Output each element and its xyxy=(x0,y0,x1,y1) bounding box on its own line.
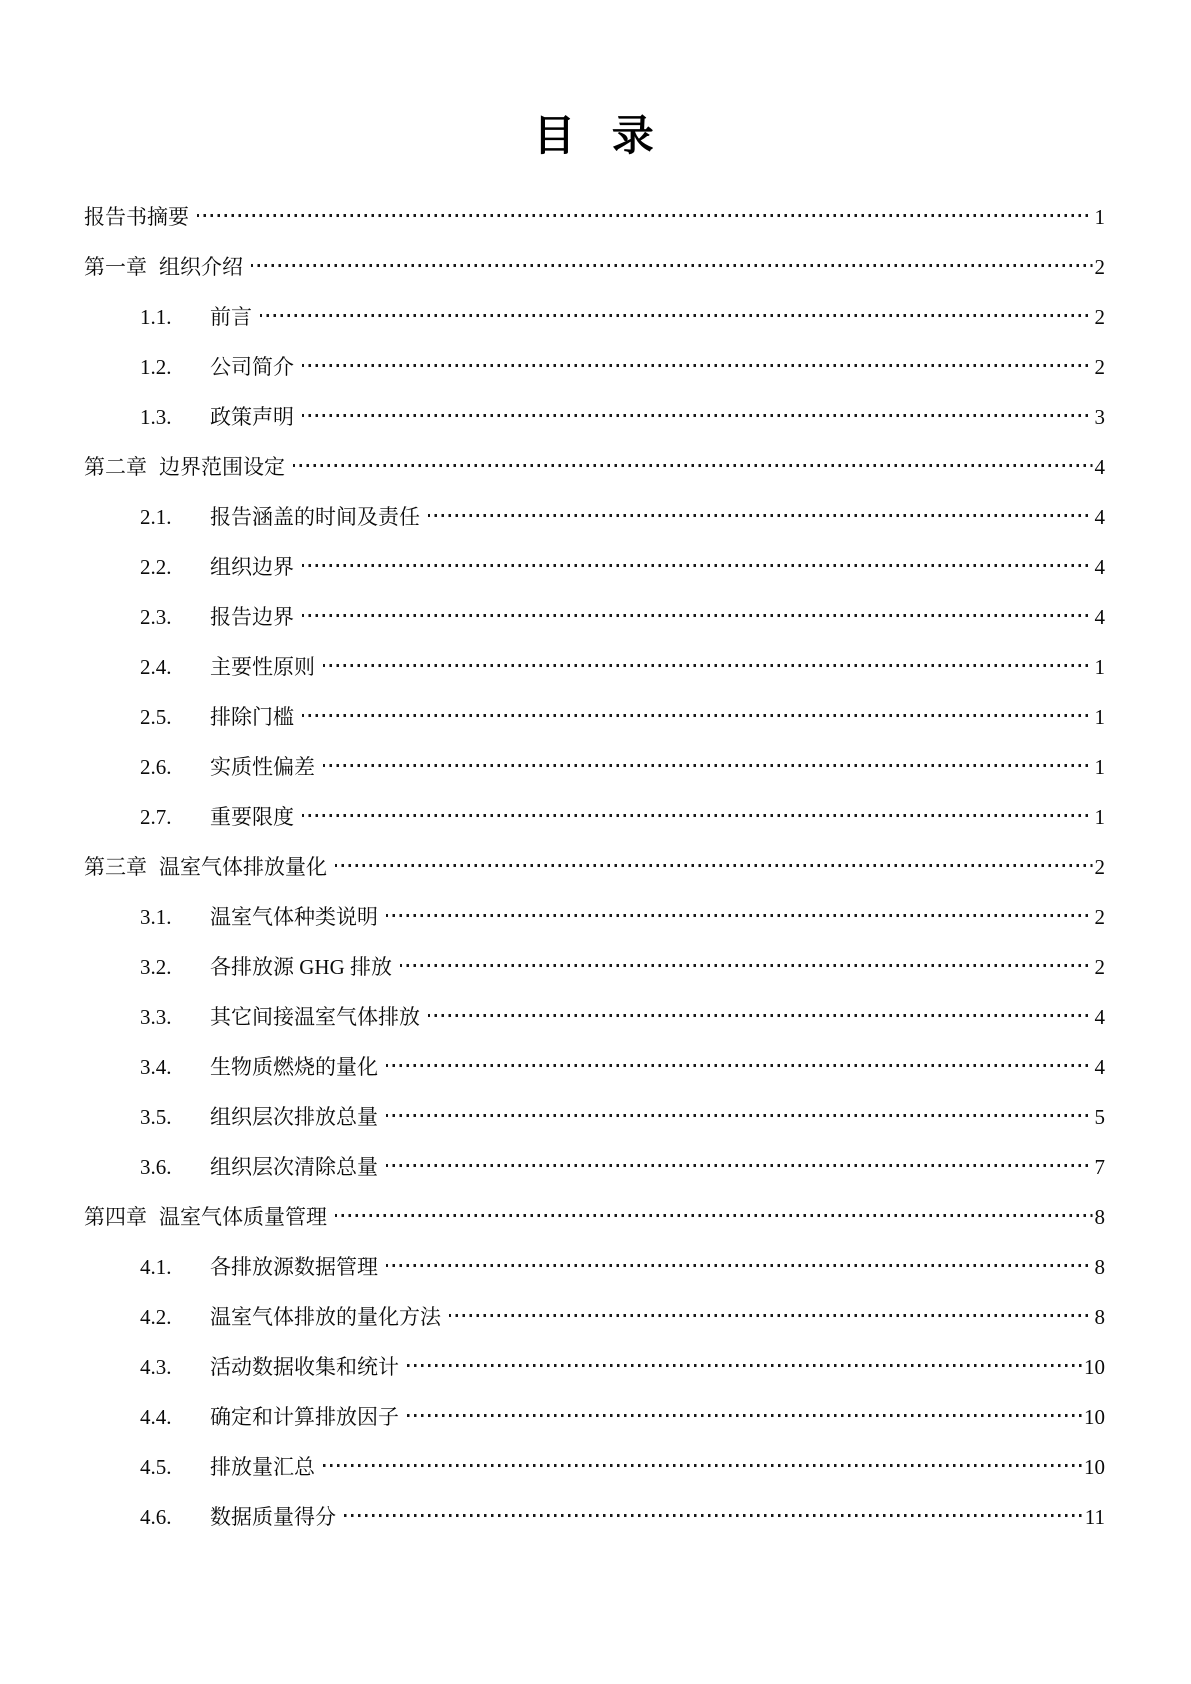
toc-entry-number: 4.1. xyxy=(140,1255,172,1279)
toc-entry-page: 4 xyxy=(1094,605,1105,629)
dot-leader xyxy=(197,214,1093,217)
toc-entry-label: 生物质燃烧的量化 xyxy=(210,1055,378,1079)
toc-entry-number: 第二章 xyxy=(84,455,147,479)
toc-entry-number: 2.1. xyxy=(140,505,172,529)
toc-entry[interactable] xyxy=(84,1038,1105,1088)
toc-entry-page: 2 xyxy=(1094,955,1105,979)
toc-entry[interactable] xyxy=(84,538,1105,588)
dot-leader xyxy=(323,764,1093,767)
toc-entry[interactable] xyxy=(84,738,1105,788)
toc-entry[interactable] xyxy=(84,1388,1105,1438)
dot-leader xyxy=(386,914,1093,917)
toc-entry-label: 温室气体质量管理 xyxy=(159,1205,327,1229)
toc-entry-label: 政策声明 xyxy=(210,405,294,429)
toc-entry-page: 4 xyxy=(1094,455,1105,479)
toc-entry[interactable] xyxy=(84,338,1105,388)
dot-leader xyxy=(260,314,1093,317)
toc-entry[interactable] xyxy=(84,988,1105,1038)
toc-entry[interactable] xyxy=(84,438,1105,488)
toc-entry-number: 3.2. xyxy=(140,955,172,979)
dot-leader xyxy=(428,1014,1093,1017)
toc-entry-page: 2 xyxy=(1094,855,1105,879)
toc-entry-page: 10 xyxy=(1084,1405,1105,1429)
dot-leader xyxy=(302,614,1093,617)
toc-entry-number: 2.5. xyxy=(140,705,172,729)
toc-entry-number: 4.4. xyxy=(140,1405,172,1429)
toc-entry-page: 2 xyxy=(1094,305,1105,329)
toc-entry[interactable] xyxy=(84,638,1105,688)
dot-leader xyxy=(302,564,1093,567)
dot-leader xyxy=(302,364,1093,367)
toc-entry-label: 各排放源 GHG 排放 xyxy=(210,955,392,979)
toc-entry-label: 边界范围设定 xyxy=(159,455,285,479)
toc-entry-page: 10 xyxy=(1084,1455,1105,1479)
toc-entry-label: 报告涵盖的时间及责任 xyxy=(210,505,420,529)
toc-entry-page: 7 xyxy=(1094,1155,1105,1179)
toc-entry[interactable] xyxy=(84,1338,1105,1388)
dot-leader xyxy=(386,1264,1093,1267)
dot-leader xyxy=(407,1414,1082,1417)
toc-entry-number: 3.5. xyxy=(140,1105,172,1129)
toc-entry-label: 主要性原则 xyxy=(210,655,315,679)
dot-leader xyxy=(335,864,1093,867)
toc-entry-page: 4 xyxy=(1094,1055,1105,1079)
toc-entry-label: 确定和计算排放因子 xyxy=(210,1405,399,1429)
dot-leader xyxy=(323,1464,1082,1467)
toc-entry-label: 组织边界 xyxy=(210,555,294,579)
toc-entry-page: 8 xyxy=(1094,1255,1105,1279)
toc-entry-number: 1.1. xyxy=(140,305,172,329)
toc-entry[interactable] xyxy=(84,388,1105,438)
toc-entry-label: 组织层次清除总量 xyxy=(210,1155,378,1179)
toc-entry-number: 3.3. xyxy=(140,1005,172,1029)
toc-entry-page: 4 xyxy=(1094,555,1105,579)
toc-entry-label: 其它间接温室气体排放 xyxy=(210,1005,420,1029)
dot-leader xyxy=(400,964,1093,967)
dot-leader xyxy=(386,1164,1093,1167)
toc-entry-number: 2.6. xyxy=(140,755,172,779)
toc-entry[interactable] xyxy=(84,188,1105,238)
toc-entry[interactable] xyxy=(84,888,1105,938)
toc-entry-number: 4.2. xyxy=(140,1305,172,1329)
toc-entry[interactable] xyxy=(84,1138,1105,1188)
toc-entry-number: 4.6. xyxy=(140,1505,172,1529)
toc-entry[interactable] xyxy=(84,288,1105,338)
toc-list xyxy=(84,188,1105,1538)
toc-entry-number: 4.5. xyxy=(140,1455,172,1479)
dot-leader xyxy=(251,264,1093,267)
toc-entry[interactable] xyxy=(84,1288,1105,1338)
toc-entry-page: 1 xyxy=(1094,205,1105,229)
toc-entry-label: 温室气体种类说明 xyxy=(210,905,378,929)
dot-leader xyxy=(293,464,1093,467)
toc-entry-page: 11 xyxy=(1084,1505,1105,1529)
toc-entry-label: 报告书摘要 xyxy=(84,205,189,229)
toc-entry-label: 前言 xyxy=(210,305,252,329)
toc-entry-number: 2.7. xyxy=(140,805,172,829)
toc-entry-page: 8 xyxy=(1094,1305,1105,1329)
toc-entry-number: 2.4. xyxy=(140,655,172,679)
toc-entry-label: 组织层次排放总量 xyxy=(210,1105,378,1129)
toc-entry-number: 1.2. xyxy=(140,355,172,379)
toc-entry-label: 实质性偏差 xyxy=(210,755,315,779)
toc-entry-page: 1 xyxy=(1094,655,1105,679)
dot-leader xyxy=(386,1114,1093,1117)
toc-entry-label: 各排放源数据管理 xyxy=(210,1255,378,1279)
toc-entry[interactable] xyxy=(84,588,1105,638)
toc-entry-number: 4.3. xyxy=(140,1355,172,1379)
dot-leader xyxy=(302,814,1093,817)
page-title: 目 录 xyxy=(533,114,656,160)
toc-entry-page: 1 xyxy=(1094,705,1105,729)
toc-entry-number: 3.4. xyxy=(140,1055,172,1079)
dot-leader xyxy=(335,1214,1093,1217)
toc-entry[interactable] xyxy=(84,1488,1105,1538)
toc-entry-number: 2.2. xyxy=(140,555,172,579)
dot-leader xyxy=(428,514,1093,517)
toc-entry-label: 排放量汇总 xyxy=(210,1455,315,1479)
toc-entry-page: 4 xyxy=(1094,1005,1105,1029)
toc-entry-page: 5 xyxy=(1094,1105,1105,1129)
dot-leader xyxy=(386,1064,1093,1067)
dot-leader xyxy=(323,664,1093,667)
toc-entry-label: 报告边界 xyxy=(210,605,294,629)
toc-entry[interactable] xyxy=(84,1188,1105,1238)
toc-entry-number: 第一章 xyxy=(84,255,147,279)
toc-entry[interactable] xyxy=(84,688,1105,738)
toc-entry-label: 组织介绍 xyxy=(159,255,243,279)
toc-entry-page: 2 xyxy=(1094,355,1105,379)
toc-entry[interactable] xyxy=(84,1438,1105,1488)
toc-entry[interactable] xyxy=(84,1088,1105,1138)
toc-entry-page: 8 xyxy=(1094,1205,1105,1229)
toc-entry-page: 2 xyxy=(1094,905,1105,929)
toc-entry-number: 3.1. xyxy=(140,905,172,929)
toc-entry-page: 10 xyxy=(1084,1355,1105,1379)
toc-entry-label: 活动数据收集和统计 xyxy=(210,1355,399,1379)
toc-entry-label: 数据质量得分 xyxy=(210,1505,336,1529)
toc-entry-label: 公司简介 xyxy=(210,355,294,379)
dot-leader xyxy=(302,714,1093,717)
toc-entry-number: 第三章 xyxy=(84,855,147,879)
dot-leader xyxy=(407,1364,1082,1367)
toc-entry[interactable] xyxy=(84,838,1105,888)
toc-entry-label: 重要限度 xyxy=(210,805,294,829)
toc-entry[interactable] xyxy=(84,238,1105,288)
toc-entry[interactable] xyxy=(84,1238,1105,1288)
dot-leader xyxy=(449,1314,1093,1317)
dot-leader xyxy=(344,1514,1083,1517)
toc-entry-number: 3.6. xyxy=(140,1155,172,1179)
toc-entry[interactable] xyxy=(84,788,1105,838)
toc-entry-label: 排除门槛 xyxy=(210,705,294,729)
toc-entry-page: 1 xyxy=(1094,805,1105,829)
toc-entry-page: 2 xyxy=(1094,255,1105,279)
toc-entry-label: 温室气体排放量化 xyxy=(159,855,327,879)
dot-leader xyxy=(302,414,1093,417)
toc-entry[interactable] xyxy=(84,488,1105,538)
toc-entry-number: 第四章 xyxy=(84,1205,147,1229)
toc-entry-page: 4 xyxy=(1094,505,1105,529)
toc-entry-page: 3 xyxy=(1094,405,1105,429)
toc-entry-page: 1 xyxy=(1094,755,1105,779)
toc-entry-label: 温室气体排放的量化方法 xyxy=(210,1305,441,1329)
toc-entry-number: 1.3. xyxy=(140,405,172,429)
toc-entry-number: 2.3. xyxy=(140,605,172,629)
toc-entry[interactable] xyxy=(84,938,1105,988)
